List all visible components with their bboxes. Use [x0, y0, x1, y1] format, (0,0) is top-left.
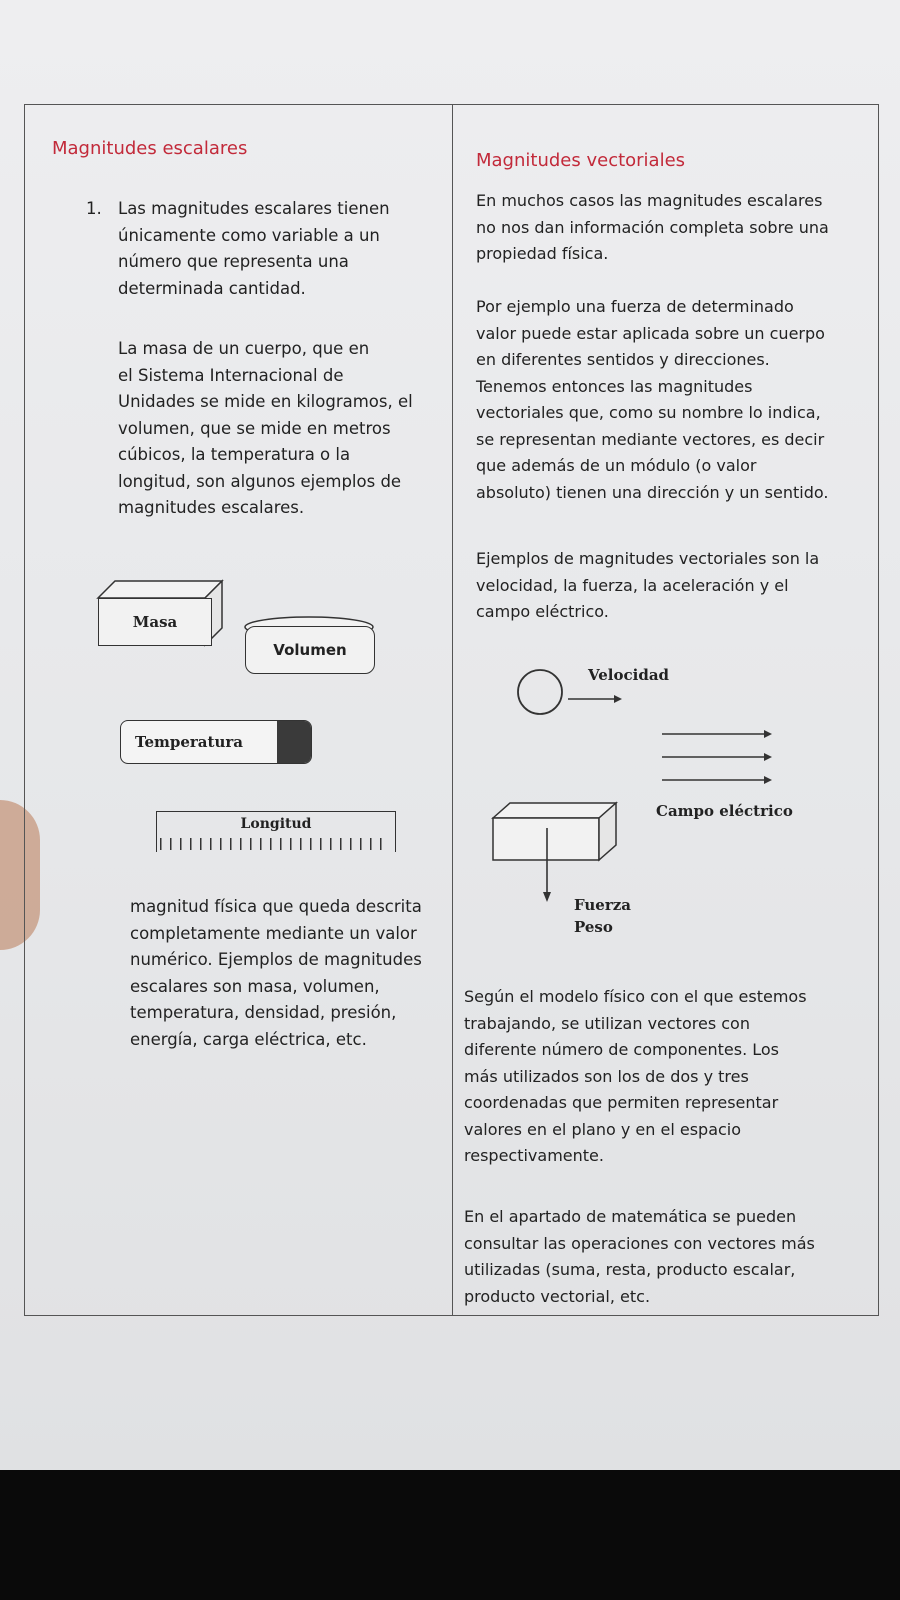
ruler-ticks — [160, 838, 390, 850]
text-line: cúbicos, la temperatura o la — [118, 445, 351, 464]
masa-label: Masa — [132, 613, 178, 631]
right-paragraph-1 — [476, 188, 829, 268]
text-line: Según el modelo físico con el que estemos — [464, 987, 807, 1006]
left-paragraph-2 — [118, 336, 413, 522]
text-line: respectivamente. — [464, 1146, 604, 1165]
text-line: número que representa una — [118, 252, 349, 271]
text-line: escalares son masa, volumen, — [130, 976, 380, 996]
left-paragraph-1 — [118, 196, 390, 302]
text-line: magnitudes escalares. — [118, 498, 305, 517]
velocidad-label: Velocidad — [588, 666, 670, 684]
text-line: numérico. Ejemplos de magnitudes — [130, 950, 422, 969]
volumen-cylinder — [245, 626, 375, 674]
right-paragraph-3 — [476, 546, 819, 626]
text-line: valores en el plano y en el espacio — [464, 1119, 742, 1139]
text-line: consultar las operaciones con vectores más — [464, 1233, 815, 1253]
text-line: magnitud física que queda descrita — [130, 897, 422, 916]
text-line: no nos dan información completa sobre una — [476, 217, 829, 237]
text-line: vectoriales que, como su nombre lo indica, — [476, 403, 821, 422]
right-paragraph-5 — [464, 1204, 815, 1310]
peso-label: Peso — [574, 918, 613, 936]
right-heading: Magnitudes vectoriales — [476, 150, 686, 171]
masa-box — [98, 598, 212, 646]
text-line: se representan mediante vectores, es decir — [476, 429, 825, 449]
text-line: Por ejemplo una fuerza de determinado — [476, 297, 794, 316]
list-number: 1. — [86, 199, 102, 218]
dark-surface — [0, 1470, 900, 1600]
text-line: Ejemplos de magnitudes vectoriales son la — [476, 549, 820, 568]
campo-label: Campo eléctrico — [656, 802, 793, 820]
text-line: En el apartado de matemática se pueden — [464, 1207, 797, 1226]
left-heading: Magnitudes escalares — [52, 138, 248, 159]
text-line: velocidad, la fuerza, la aceleración y el — [476, 575, 789, 595]
text-line: trabajando, se utilizan vectores con — [464, 1013, 750, 1033]
fuerza-label: Fuerza — [574, 896, 631, 914]
text-line: diferente número de componentes. Los — [464, 1040, 780, 1059]
text-line: únicamente como variable a un — [118, 225, 380, 245]
longitud-label: Longitud — [240, 816, 312, 832]
text-line: que además de un módulo (o valor — [476, 456, 757, 475]
text-line: longitud, son algunos ejemplos de — [118, 471, 402, 491]
text-line: Tenemos entonces las magnitudes — [476, 376, 753, 396]
text-line: utilizadas (suma, resta, producto escalar, — [464, 1260, 796, 1279]
text-line: propiedad física. — [476, 244, 609, 263]
text-line: En muchos casos las magnitudes escalares — [476, 191, 823, 210]
right-paragraph-4 — [464, 984, 807, 1170]
campo-arrows-drawing — [660, 724, 780, 788]
text-line: más utilizados son los de dos y tres — [464, 1066, 749, 1086]
text-line: La masa de un cuerpo, que en — [118, 339, 370, 358]
text-line: coordenadas que permiten representar — [464, 1093, 779, 1112]
fuerza-peso-label — [574, 894, 631, 938]
left-paragraph-3 — [130, 894, 422, 1053]
column-divider — [452, 104, 453, 1316]
text-line: en diferentes sentidos y direcciones. — [476, 350, 770, 369]
text-line: Unidades se mide en kilogramos, el — [118, 392, 413, 411]
temperatura-label: Temperatura — [135, 733, 243, 751]
right-paragraph-2 — [476, 294, 828, 506]
text-line: Las magnitudes escalares tienen — [118, 199, 390, 218]
temperatura-shape — [120, 720, 312, 764]
text-line: completamente mediante un valor — [130, 923, 417, 943]
text-line: valor puede estar aplicada sobre un cuerpo — [476, 323, 825, 343]
volumen-label: Volumen — [273, 641, 347, 659]
text-line: producto vectorial, etc. — [464, 1286, 651, 1306]
text-line: absoluto) tienen una dirección y un sentido. — [476, 482, 829, 502]
text-line: volumen, que se mide en metros — [118, 418, 391, 438]
text-line: determinada cantidad. — [118, 278, 306, 298]
temperatura-cap — [277, 721, 311, 763]
text-line: energía, carga eléctrica, etc. — [130, 1029, 367, 1049]
text-line: campo eléctrico. — [476, 602, 609, 621]
text-line: temperatura, densidad, presión, — [130, 1003, 397, 1022]
text-line: el Sistema Internacional de — [118, 365, 344, 385]
